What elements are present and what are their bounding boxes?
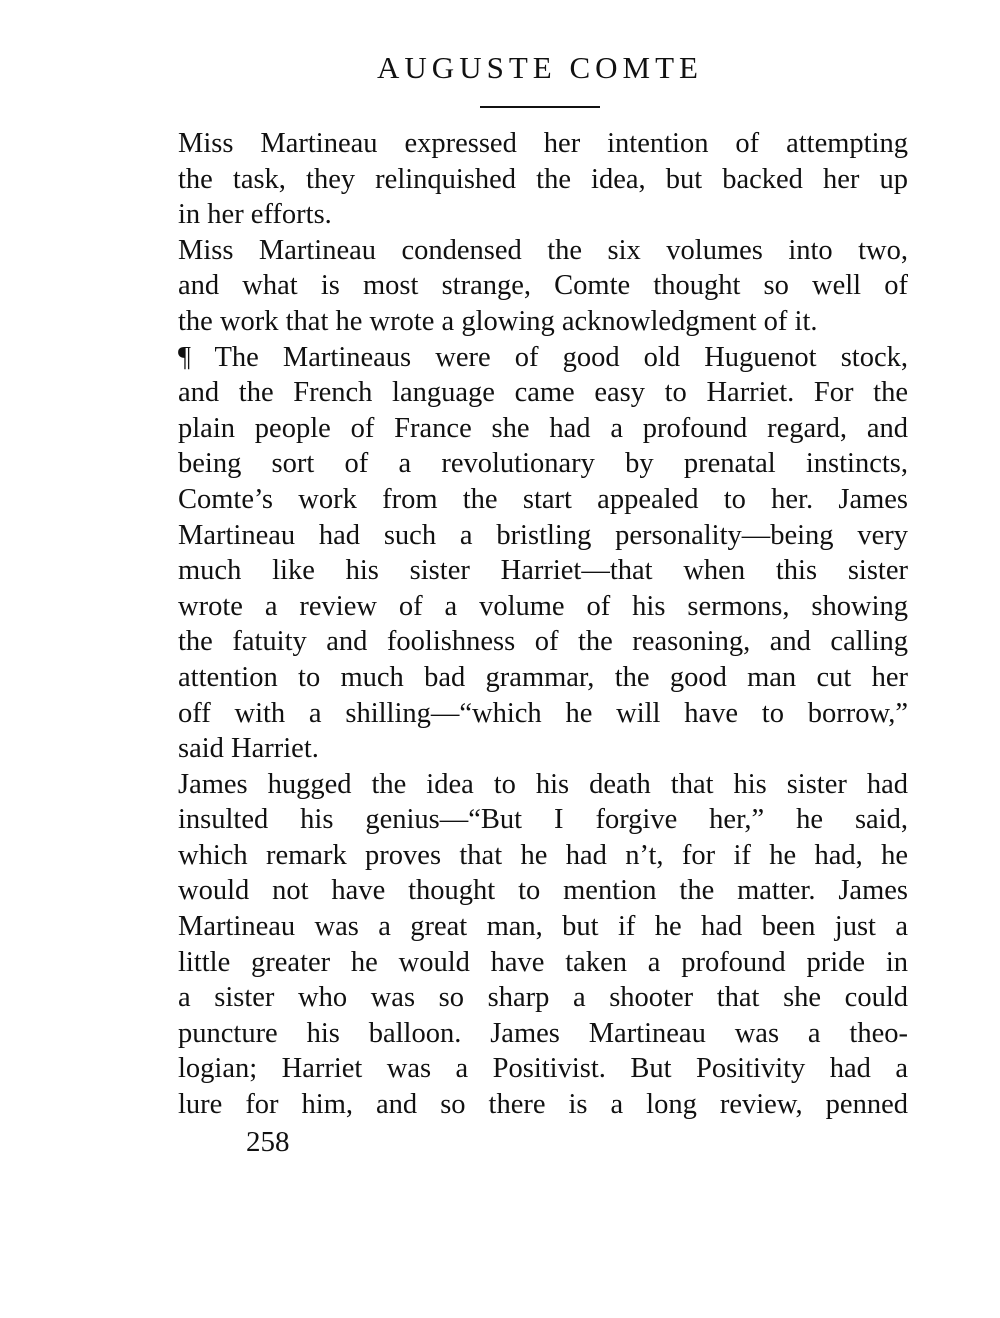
- header-rule: [480, 106, 600, 108]
- text-line: ¶ The Martineaus were of good old Huguenot stock,: [178, 341, 908, 373]
- text-line: off with a shilling—“which he will have to borrow,”: [178, 697, 908, 729]
- text-line: and what is most strange, Comte thought so well of: [178, 270, 908, 302]
- text-line: being sort of a revolutionary by prenatal instincts,: [178, 448, 908, 480]
- text-line: puncture his balloon. James Martineau was a theo-: [178, 1017, 908, 1049]
- text-line: little greater he would have taken a profound pride in: [178, 946, 908, 978]
- text-line: attention to much bad grammar, the good man cut her: [178, 661, 908, 693]
- text-line: Martineau was a great man, but if he had been just a: [178, 911, 908, 943]
- text-line: lure for him, and so there is a long review, penned: [178, 1089, 908, 1121]
- text-line: logian; Harriet was a Positivist. But Positivity had a: [178, 1053, 908, 1085]
- text-line: said Harriet.: [178, 733, 319, 765]
- text-line: Miss Martineau condensed the six volumes into two,: [178, 234, 908, 266]
- text-line: Miss Martineau expressed her intention of attempting: [178, 128, 908, 159]
- text-line: which remark proves that he had n’t, for if he had, he: [178, 839, 908, 871]
- text-line: the fatuity and foolishness of the reasoning, and calling: [178, 626, 908, 658]
- text-line: Comte’s work from the start appealed to her. James: [178, 483, 908, 515]
- text-line: the task, they relinquished the idea, but backed her up: [178, 163, 908, 195]
- text-line: would not have thought to mention the matter. James: [178, 875, 908, 907]
- text-line: Martineau had such a bristling personality—being very: [178, 519, 908, 551]
- text-line: plain people of France she had a profound regard, and: [178, 412, 908, 444]
- text-line: wrote a review of a volume of his sermons, showing: [178, 590, 908, 622]
- text-line: insulted his genius—“But I forgive her,” he said,: [178, 804, 908, 836]
- text-line: James hugged the idea to his death that his sister had: [178, 768, 908, 800]
- running-head: AUGUSTE COMTE: [377, 50, 703, 85]
- page-number: 258: [246, 1126, 290, 1158]
- text-line: in her efforts.: [178, 199, 332, 231]
- text-line: the work that he wrote a glowing acknowledgment of it.: [178, 305, 818, 337]
- text-line: a sister who was so sharp a shooter that she could: [178, 982, 908, 1014]
- text-line: much like his sister Harriet—that when this sister: [178, 555, 908, 587]
- body-text: [178, 126, 908, 1123]
- text-line: and the French language came easy to Harriet. For the: [178, 377, 908, 409]
